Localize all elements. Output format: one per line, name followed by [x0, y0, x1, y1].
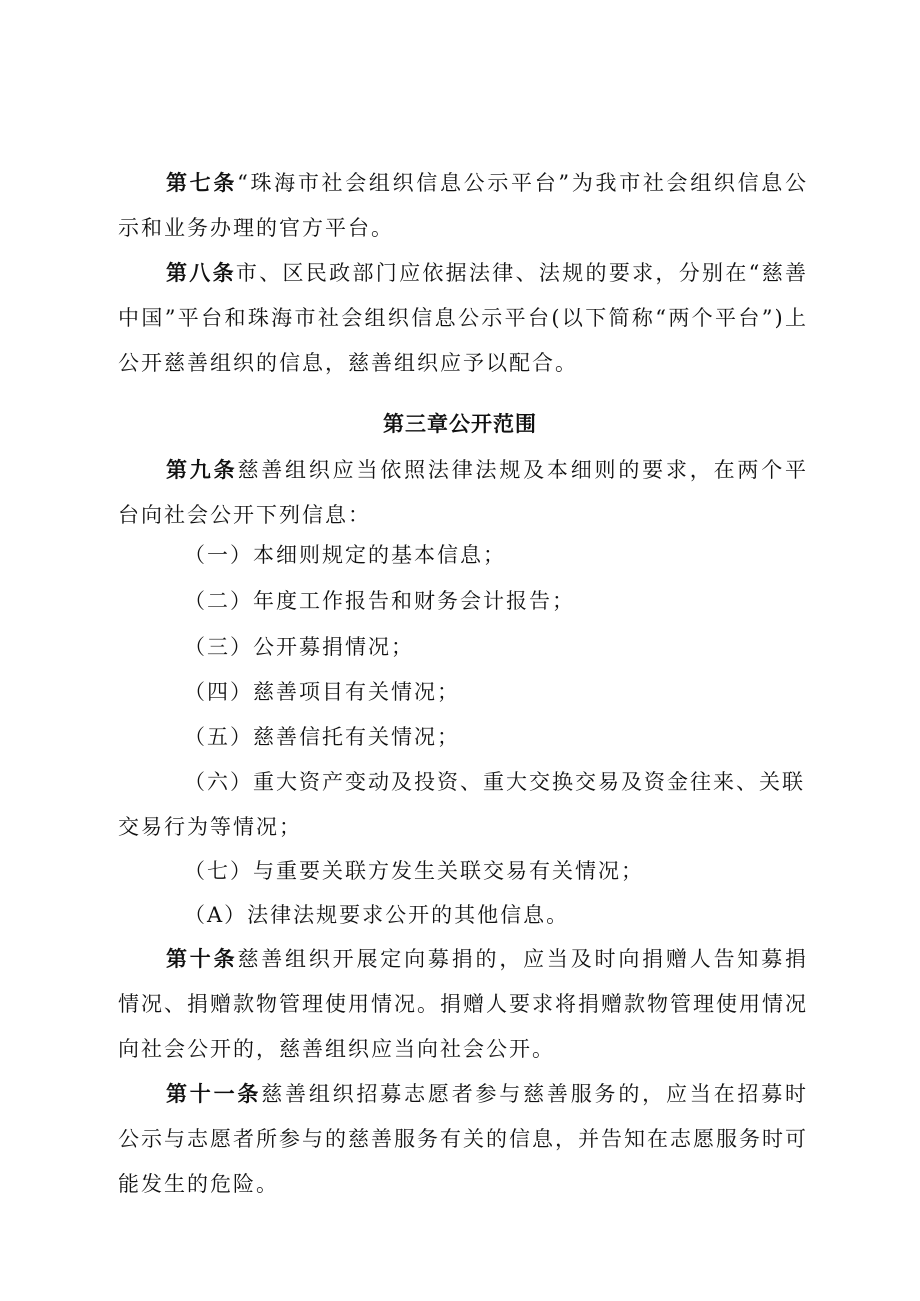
article-11-text: 慈善组织招募志愿者参与慈善服务的，应当在招募时公示与志愿者所参与的慈善服务有关的信息，并告知在志愿服务时可能发生的危险。 — [118, 1082, 809, 1196]
article-7-text: “珠海市社会组织信息公示平台”为我市社会组织信息公示和业务办理的官方平台。 — [118, 171, 808, 240]
article-9-label: 第九条 — [166, 458, 238, 482]
list-item: （二）年度工作报告和财务会计报告； — [184, 589, 575, 613]
article-9 — [118, 448, 808, 538]
article-10 — [118, 937, 808, 1072]
article-8-label: 第八条 — [166, 261, 236, 285]
article-8-text: 市、区民政部门应依据法律、法规的要求，分别在“慈善中国”平台和珠海市社会组织信息公示平台(以下简称“两个平台”)上公开慈善组织的信息，慈善组织应予以配合。 — [118, 261, 809, 375]
article-10-label: 第十条 — [166, 947, 238, 971]
article-11-label: 第十一条 — [166, 1082, 262, 1106]
article-9-text: 慈善组织应当依照法律法规及本细则的要求，在两个平台向社会公开下列信息： — [118, 458, 809, 527]
chapter-3-heading: 第三章公开范围 — [383, 412, 537, 436]
list-item: （三）公开募捐情况； — [184, 635, 414, 659]
article-8 — [118, 251, 808, 386]
list-item: （四）慈善项目有关情况； — [184, 680, 460, 704]
list-item: （A）法律法规要求公开的其他信息。 — [184, 903, 570, 927]
list-item: （一）本细则规定的基本信息； — [184, 543, 506, 567]
list-item: （六）重大资产变动及投资、重大交换交易及资金往来、关联交易行为等情况； — [118, 770, 805, 839]
list-item: （五）慈善信托有关情况； — [184, 725, 460, 749]
list-item: （七）与重要关联方发生关联交易有关情况； — [184, 859, 644, 883]
article-7 — [118, 161, 808, 251]
article-11 — [118, 1072, 808, 1207]
article-10-text: 慈善组织开展定向募捐的，应当及时向捐赠人告知募捐情况、捐赠款物管理使用情况。捐赠人要求将捐赠款物管理使用情况向社会公开的，慈善组织应当向社会公开。 — [118, 947, 809, 1061]
article-7-label: 第七条 — [166, 171, 238, 195]
